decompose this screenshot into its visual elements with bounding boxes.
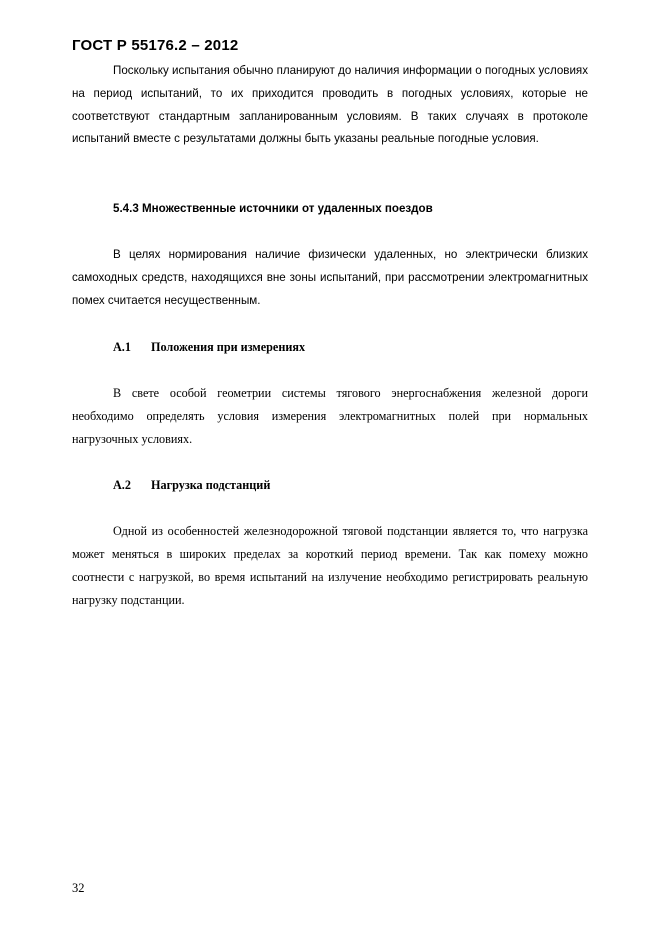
- section-number-a1: A.1: [113, 340, 131, 354]
- section-heading-a2: [113, 478, 270, 493]
- document-header: ГОСТ Р 55176.2 – 2012: [72, 37, 239, 54]
- section-title-a1: Положения при измерениях: [151, 340, 306, 354]
- paragraph-substation-load: Одной из особенностей железнодорожной тяговой подстанции является то, что нагрузка может меняться в широких пределах за короткий период времени. Так как помеху можно соотнести с нагрузкой, во время испытаний на излучение необходимо регистрировать реальную нагрузку подстанции.: [72, 524, 588, 607]
- paragraph-weather-conditions: Поскольку испытания обычно планируют до наличия информации о погодных условиях на период испытаний, то их приходится проводить в погодных условиях, которые не соответствуют стандартным запланированным условиям. В таких случаях в протоколе испытаний вместе с результатами должны быть указаны реальные погодные условия.: [72, 64, 588, 146]
- section-number-a2: A.2: [113, 478, 131, 492]
- paragraph-measurement-conditions: В свете особой геометрии системы тягового энергоснабжения железной дороги необходимо определять условия измерения электромагнитных полей при нормальных нагрузочных условиях.: [72, 386, 588, 446]
- section-title-a2: Нагрузка подстанций: [151, 478, 271, 492]
- page-number: 32: [72, 881, 85, 895]
- section-heading-a1: [113, 340, 305, 355]
- paragraph-remote-sources: В целях нормирования наличие физически удаленных, но электрически близких самоходных средств, находящихся вне зоны испытаний, при рассмотрении электромагнитных помех считается несущественным.: [72, 248, 588, 307]
- section-heading-5-4-3: 5.4.3 Множественные источники от удаленных поездов: [113, 202, 433, 215]
